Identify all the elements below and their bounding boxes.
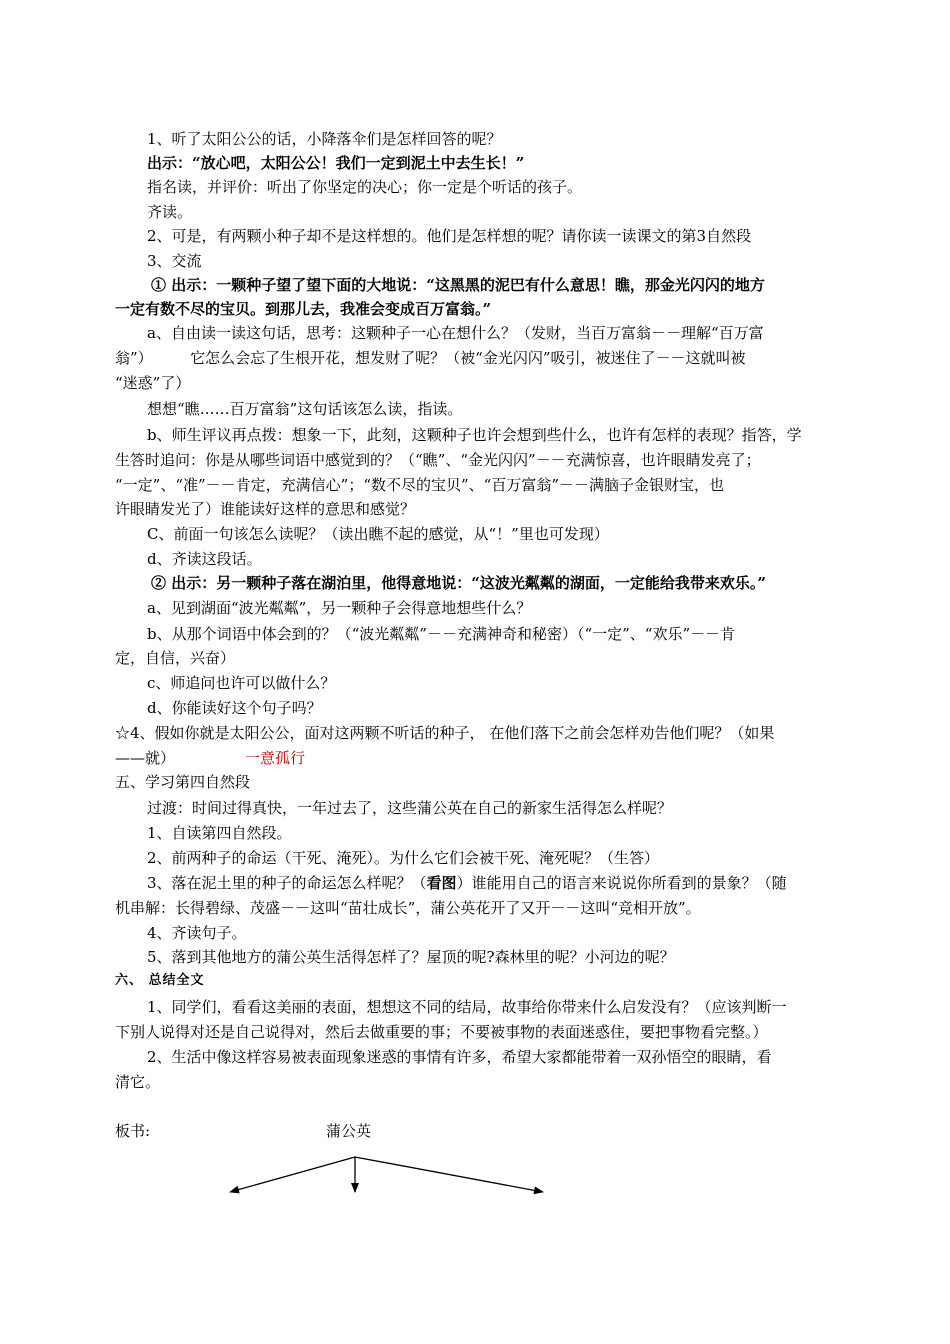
text-line: 下别人说得对还是自己说得对，然后去做重要的事；不要被事物的表面迷惑住，要把事物看完整。） [115, 1023, 768, 1041]
text-line: 想想“瞧……百万富翁”这句话该怎么读，指读。 [147, 400, 463, 418]
text-line: 清它。 [115, 1073, 161, 1091]
text-line: 过渡：时间过得真快，一年过去了，这些蒲公英在自己的新家生活得怎么样呢？ [147, 799, 673, 817]
text-line: ① 出示：一颗种子望了望下面的大地说：“这黑黑的泥巴有什么意思！瞧，那金光闪闪的地方 [151, 276, 765, 294]
red-annotation: 一意孤行 [245, 749, 306, 767]
text-line: “迷惑”了） [115, 374, 191, 392]
text-line: 指名读，并评价：听出了你坚定的决心；你一定是个听话的孩子。 [147, 178, 583, 196]
text-line: 1、自读第四自然段。 [147, 824, 292, 842]
text-line: b、师生评议再点拨：想象一下，此刻，这颗种子也许会想到些什么，也许有怎样的表现？指答，学 [147, 426, 802, 444]
text-line: 一定有数不尽的宝贝。到那儿去，我准会变成百万富翁。” [115, 300, 492, 318]
text-line: 1、听了太阳公公的话，小降落伞们是怎样回答的呢？ [147, 130, 502, 148]
text-line: ——就） [115, 749, 176, 767]
arrow-right [355, 1157, 543, 1192]
text-line: “一定”、“准”－－肯定，充满信心”；“数不尽的宝贝”、“百万富翁”－－满脑子金银财宝，也 [115, 476, 725, 494]
blackboard-title: 蒲公英 [326, 1122, 372, 1140]
section-heading: 六、 总结全文 [115, 973, 205, 988]
text-line: b、从那个词语中体会到的？（“波光粼粼”－－充满神奇和秘密）（“一定”、“欢乐”－－肯 [147, 625, 736, 643]
text-line: d、齐读这段话。 [147, 550, 262, 568]
text-line: 生答时追问：你是从哪些词语中感觉到的？（“瞧”、“金光闪闪”－－充满惊喜，也许眼睛发亮了； [115, 451, 761, 469]
text-line: 2、生活中像这样容易被表面现象迷惑的事情有许多，希望大家都能带着一双孙悟空的眼睛，看 [147, 1048, 772, 1066]
text-line: 3、交流 [147, 252, 202, 270]
text-line: 机串解：长得碧绿、茂盛－－这叫“苗壮成长”，蒲公英花开了又开－－这叫“竞相开放”。 [115, 899, 701, 917]
text-line: a、见到湖面“波光粼粼”，另一颗种子会得意地想些什么？ [147, 599, 532, 617]
text-line: a、自由读一读这句话，思考：这颗种子一心在想什么？（发财，当百万富翁－－理解“百万富 [147, 324, 764, 342]
text-line: ② 出示：另一颗种子落在湖泊里，他得意地说：“这波光粼粼的湖面，一定能给我带来欢乐。” [151, 574, 766, 592]
text-segment: ）谁能用自己的语言来说说你所看到的景象？（随 [456, 874, 787, 892]
text-line: ☆4、假如你就是太阳公公，面对这两颗不听话的种子， 在他们落下之前会怎样劝告他们呢？（如果 [115, 724, 775, 742]
text-line: c、师追问也许可以做什么？ [147, 674, 336, 692]
blackboard-label: 板书: [115, 1122, 151, 1140]
text-line: 2、可是，有两颗小种子却不是这样想的。他们是怎样想的呢？请你读一读课文的第3自然段 [147, 227, 752, 245]
text-line: 定，自信，兴奋） [115, 649, 236, 667]
text-line: 许眼睛发光了）谁能读好这样的意思和感觉？ [115, 500, 416, 518]
arrow-left [230, 1157, 355, 1192]
text-segment: 3、落在泥土里的种子的命运怎么样呢？（ [147, 874, 427, 892]
text-line: 齐读。 [147, 203, 193, 221]
text-line: 2、前两种子的命运（干死、淹死）。为什么它们会被干死、淹死呢？（生答） [147, 849, 660, 867]
section-heading: 五、学习第四自然段 [115, 773, 251, 791]
text-line: 1、同学们，看看这美丽的表面，想想这不同的结局，故事给你带来什么启发没有？（应该判断一 [147, 998, 787, 1016]
text-line: 4、齐读句子。 [147, 924, 247, 942]
text-line: C、前面一句该怎么读呢？（读出瞧不起的感觉，从“！”里也可发现） [147, 525, 609, 543]
text-line: d、你能读好这个句子吗？ [147, 699, 322, 717]
text-line: 翁”） 它怎么会忘了生根开花，想发财了呢？（被“金光闪闪”吸引，被迷住了－－这就叫被 [115, 349, 746, 367]
text-line: 5、落到其他地方的蒲公英生活得怎样了？屋顶的呢?森林里的呢？小河边的呢？ [147, 948, 675, 966]
text-line: 出示：“放心吧，太阳公公！我们一定到泥土中去生长！” [147, 154, 525, 172]
text-segment-bold: 看图 [426, 874, 457, 892]
